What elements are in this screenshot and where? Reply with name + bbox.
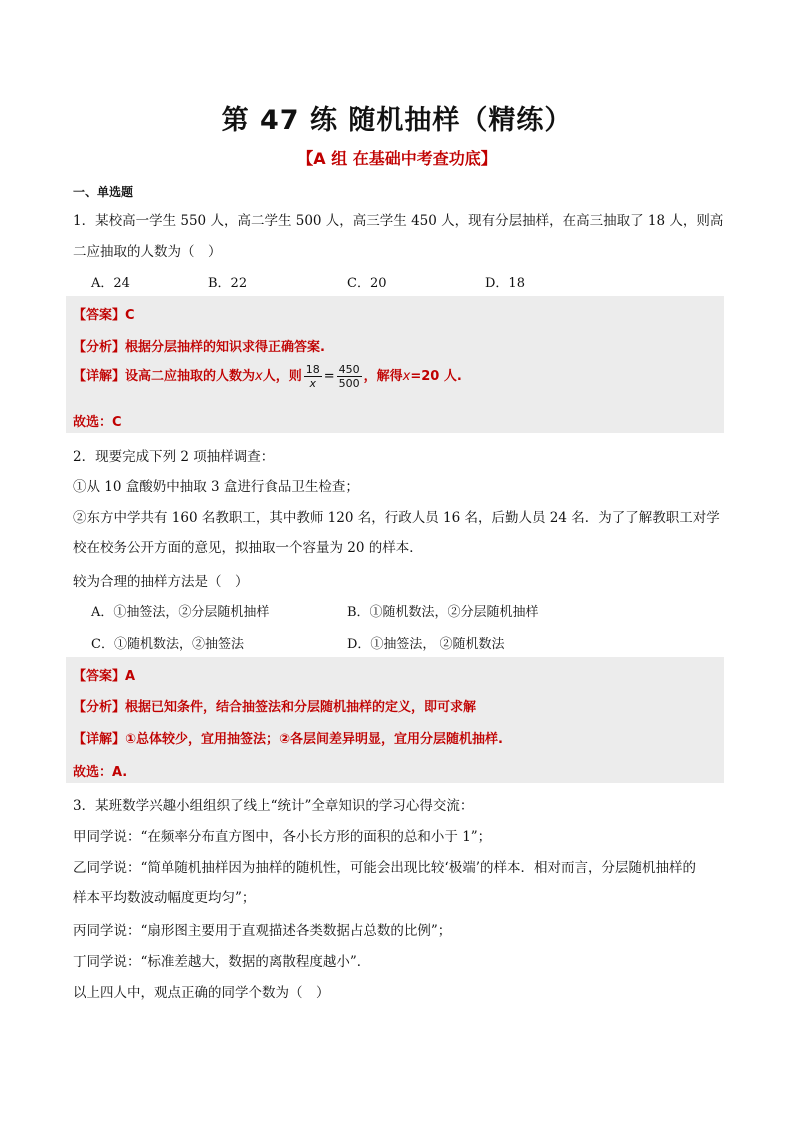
q1-stem-line2: 二应抽取的人数为（ ）: [73, 244, 222, 260]
section-heading: 一、单选题: [73, 185, 134, 199]
q2-answer-panel: [66, 657, 724, 783]
q3-stem-line6: 丁同学说：“标准差越大，数据的离散程度越小”．: [73, 954, 371, 970]
q2-stem-line3: ②东方中学共有 160 名教职工，其中教师 120 名，行政人员 16 名，后勤人员 24 名．为了了解教职工对学: [73, 510, 720, 526]
q1-option-a: A．24: [91, 276, 130, 291]
q1-detail-var: x: [255, 369, 263, 384]
q2-stem-line5: 较为合理的抽样方法是（ ）: [73, 574, 249, 590]
q2-option-c: C．①随机数法，②抽签法: [91, 637, 244, 652]
q2-choice: 故选：A.: [73, 765, 128, 780]
q1-detail-mid: 人，则: [262, 369, 302, 384]
group-subtitle: 【A 组 在基础中考查功底】: [297, 149, 497, 168]
q1-equals: =: [323, 369, 335, 384]
q1-option-c: C．20: [347, 276, 387, 291]
q3-stem-line1: 3．某班数学兴趣小组组织了线上“统计”全章知识的学习心得交流：: [73, 798, 474, 814]
q2-option-a: A．①抽签法，②分层随机抽样: [91, 605, 270, 620]
q2-analysis: 【分析】根据已知条件，结合抽签法和分层随机抽样的定义，即可求解: [73, 700, 477, 715]
q2-stem-line1: 2．现要完成下列 2 项抽样调查：: [73, 449, 275, 465]
q3-stem-line5: 丙同学说：“扇形图主要用于直观描述各类数据占总数的比例”；: [73, 923, 452, 939]
q1-detail-result: =20 人.: [410, 369, 462, 384]
q2-stem-line2: ①从 10 盒酸奶中抽取 3 盒进行食品卫生检查；: [73, 479, 359, 495]
q1-fraction-1: $\frac{18}{x}$: [305, 363, 320, 390]
q1-option-b: B．22: [208, 276, 248, 291]
q1-choice: 故选：C: [73, 415, 122, 430]
q1-detail-suffix: ，解得: [363, 369, 403, 384]
q1-option-d: D．18: [485, 276, 525, 291]
q1-answer: 【答案】C: [73, 308, 135, 323]
q1-detail: 【详解】设高二应抽取的人数为x人，则 $\frac{18}{x}$ = $\frac{450}{500}$ ，解得x=20 人.: [73, 363, 462, 390]
q2-option-d: D．①抽签法， ②随机数法: [347, 637, 505, 652]
q1-fraction-2: $\frac{450}{500}$: [338, 363, 360, 390]
q2-answer: 【答案】A: [73, 669, 136, 684]
q3-stem-line3: 乙同学说：“简单随机抽样因为抽样的随机性，可能会出现比较‘极端’的样本．相对而言，分层随机抽样的: [73, 860, 696, 876]
page-title: 第 47 练 随机抽样（精练）: [221, 105, 573, 136]
q2-stem-line4: 校在校务公开方面的意见，拟抽取一个容量为 20 的样本．: [73, 540, 423, 556]
q1-analysis: 【分析】根据分层抽样的知识求得正确答案.: [73, 340, 325, 355]
q1-detail-prefix: 【详解】设高二应抽取的人数为: [73, 369, 256, 384]
q2-option-b: B．①随机数法，②分层随机抽样: [347, 605, 539, 620]
q3-stem-line4: 样本平均数波动幅度更均匀”；: [73, 890, 256, 906]
q3-stem-line2: 甲同学说：“在频率分布直方图中，各小长方形的面积的总和小于 1”；: [73, 829, 492, 845]
q1-stem-line1: 1．某校高一学生 550 人，高二学生 500 人，高三学生 450 人，现有分层抽样，在高三抽取了 18 人，则高: [73, 213, 724, 229]
q2-detail: 【详解】①总体较少，宜用抽签法；②各层间差异明显，宜用分层随机抽样.: [73, 732, 503, 747]
q3-stem-line7: 以上四人中，观点正确的同学个数为（ ）: [73, 985, 330, 1001]
